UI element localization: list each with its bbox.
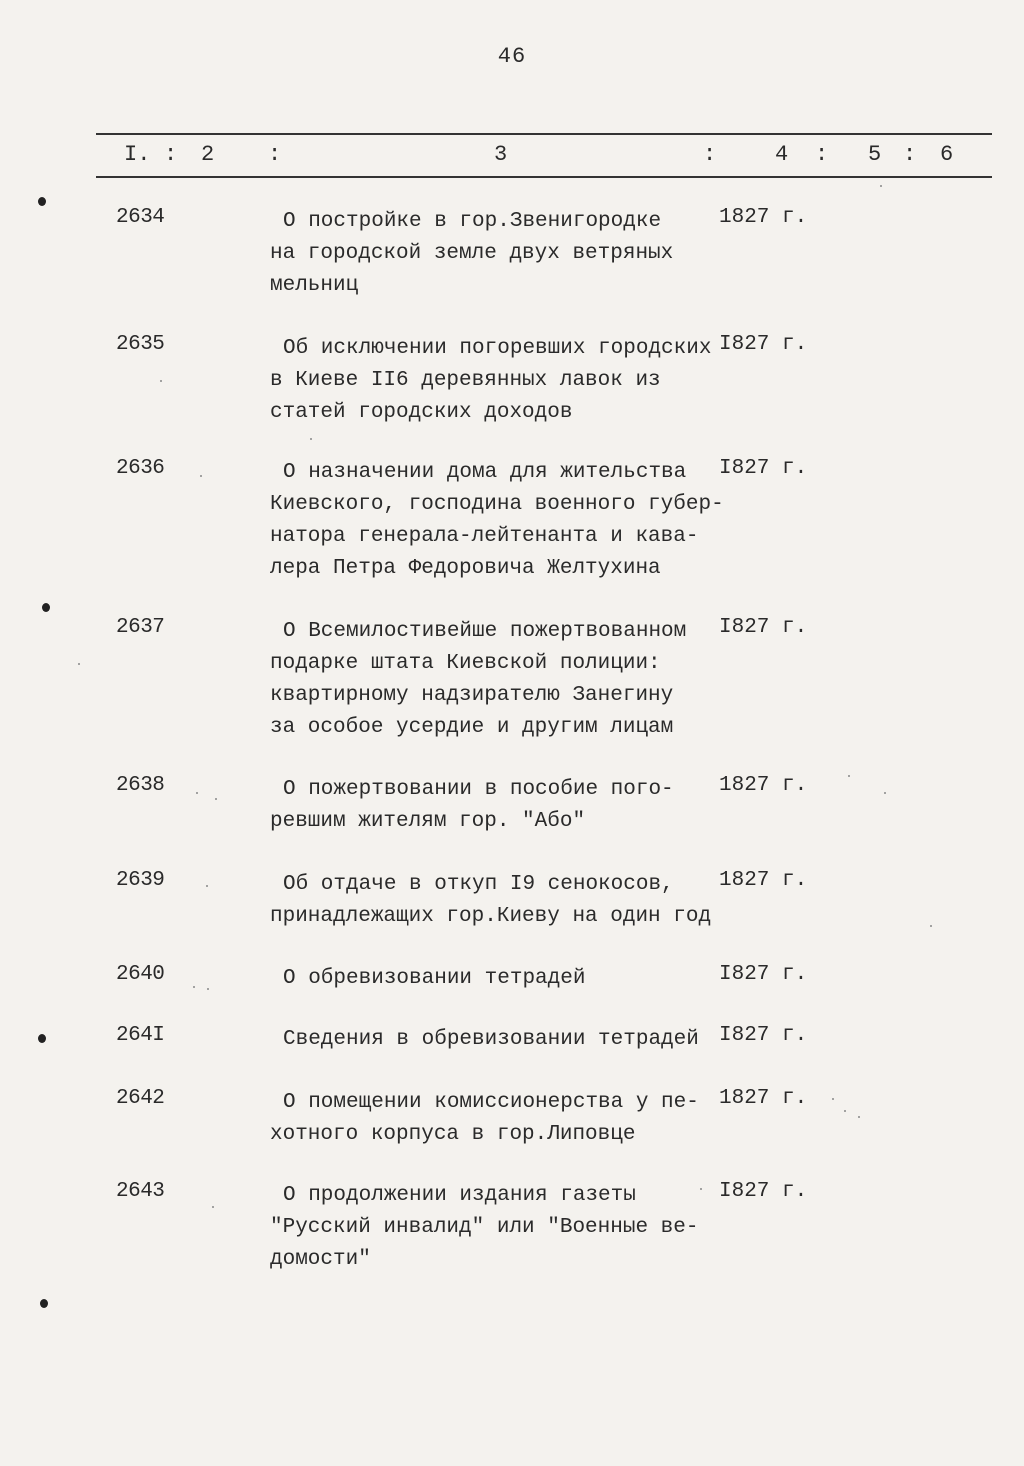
record-number: 264I [116, 1024, 165, 1047]
record-title: О обревизовании тетрадей [283, 967, 586, 990]
column-header-5: 5 [868, 142, 882, 167]
record-number: 2637 [116, 616, 165, 639]
record-year: 1827 г. [719, 206, 808, 229]
column-separator: : [164, 142, 178, 167]
scan-speck [848, 775, 850, 777]
column-header-4: 4 [775, 142, 789, 167]
punch-hole-mark [38, 1034, 46, 1043]
page-number: 46 [497, 44, 527, 69]
column-header-3: 3 [494, 142, 508, 167]
scan-speck [212, 1206, 214, 1208]
scan-speck [858, 1116, 860, 1118]
record-title: О назначении дома для жительства Киевского, господина военного губер- натора генерала-лейтенанта и кава- лера Петра Федоровича Желтухина [270, 461, 724, 580]
record-title: Об исключении погоревших городских в Киеве II6 деревянных лавок из статей городских доходов [270, 337, 712, 424]
record-number: 2636 [116, 457, 165, 480]
column-header-2: 2 [201, 142, 215, 167]
header-rule-top [96, 133, 992, 135]
record-number: 2635 [116, 333, 165, 356]
column-separator: : [703, 142, 717, 167]
record-title: О пожертвовании в пособие пого- ревшим жителям гор. "Або" [270, 778, 674, 833]
column-header-6: 6 [940, 142, 954, 167]
record-year: I827 г. [719, 616, 808, 639]
column-separator: : [268, 142, 282, 167]
scan-speck [206, 885, 208, 887]
punch-hole-mark [42, 603, 50, 612]
record-number: 2634 [116, 206, 165, 229]
record-number: 2639 [116, 869, 165, 892]
record-number: 2643 [116, 1180, 165, 1203]
scan-speck [193, 986, 195, 988]
scan-speck [884, 792, 886, 794]
punch-hole-mark [40, 1299, 48, 1308]
scan-speck [200, 475, 202, 477]
record-year: 1827 г. [719, 869, 808, 892]
record-year: I827 г. [719, 963, 808, 986]
record-title: О Всемилостивейше пожертвованном подарке штата Киевской полиции: квартирному надзирателю Занегину за особое усердие и другим лицам [270, 620, 687, 739]
punch-hole-mark [38, 197, 46, 206]
record-year: 1827 г. [719, 774, 808, 797]
column-header-1: I. [124, 142, 151, 167]
record-title: Сведения в обревизовании тетрадей [283, 1028, 699, 1051]
record-title: О постройке в гор.Звенигородке на городской земле двух ветряных мельниц [270, 210, 674, 297]
column-separator: : [815, 142, 829, 167]
record-title: Об отдаче в откуп I9 сенокосов, принадлежащих гор.Киеву на один год [270, 873, 712, 928]
record-year: I827 г. [719, 1180, 808, 1203]
scan-speck [930, 925, 932, 927]
record-year: I827 г. [719, 1024, 808, 1047]
scan-speck [700, 1188, 702, 1190]
record-number: 2642 [116, 1087, 165, 1110]
scan-speck [160, 380, 162, 382]
scan-speck [310, 438, 312, 440]
scan-speck [196, 792, 198, 794]
record-year: 1827 г. [719, 1087, 808, 1110]
record-title: О продолжении издания газеты "Русский инвалид" или "Военные ве- домости" [270, 1184, 699, 1271]
scan-speck [832, 1098, 834, 1100]
scan-speck [215, 798, 217, 800]
record-number: 2638 [116, 774, 165, 797]
scan-speck [207, 988, 209, 990]
record-year: I827 г. [719, 333, 808, 356]
record-title: О помещении комиссионерства у пе- хотного корпуса в гор.Липовце [270, 1091, 699, 1146]
column-separator: : [903, 142, 917, 167]
scan-speck [844, 1110, 846, 1112]
scan-speck [78, 663, 80, 665]
record-number: 2640 [116, 963, 165, 986]
record-year: I827 г. [719, 457, 808, 480]
header-rule-bottom [96, 176, 992, 178]
scan-speck [880, 185, 882, 187]
